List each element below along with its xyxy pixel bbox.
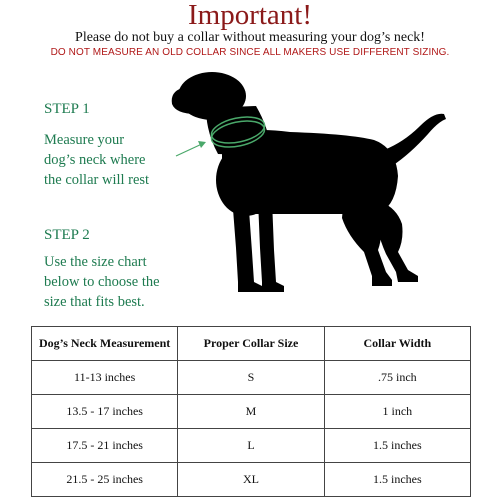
column-header: Dog’s Neck Measurement [32, 327, 178, 361]
table-header-row [32, 327, 471, 361]
warning-text: DO NOT MEASURE AN OLD COLLAR SINCE ALL MAKERS USE DIFFERENT SIZING. [50, 47, 450, 58]
step-1-title: STEP 1 [44, 101, 90, 117]
column-header: Collar Width [324, 327, 470, 361]
table-cell: 17.5 - 21 inches [32, 429, 178, 463]
step-1-line: dog’s neck where [44, 152, 146, 168]
table-row [32, 463, 471, 497]
table-row [32, 395, 471, 429]
step-2-title: STEP 2 [44, 227, 90, 243]
subtitle: Please do not buy a collar without measuring your dog’s neck! [75, 30, 425, 45]
table-cell: M [178, 395, 324, 429]
table-cell: 13.5 - 17 inches [32, 395, 178, 429]
table-row [32, 429, 471, 463]
table-cell: 1.5 inches [324, 463, 470, 497]
table-cell: .75 inch [324, 361, 470, 395]
table-cell: S [178, 361, 324, 395]
step-2-line: Use the size chart [44, 254, 147, 270]
dog-silhouette-icon [160, 68, 460, 308]
table-cell: L [178, 429, 324, 463]
column-header: Proper Collar Size [178, 327, 324, 361]
page-title: Important! [187, 0, 312, 31]
step-2-line: below to choose the [44, 274, 160, 290]
pointer-arrow-icon [176, 141, 206, 156]
table-cell: XL [178, 463, 324, 497]
step-1-line: Measure your [44, 132, 125, 148]
step-1-line: the collar will rest [44, 172, 150, 188]
step-2-line: size that fits best. [44, 294, 145, 310]
table-cell: 11-13 inches [32, 361, 178, 395]
size-chart-table [31, 326, 471, 497]
table-cell: 1 inch [324, 395, 470, 429]
table-cell: 21.5 - 25 inches [32, 463, 178, 497]
table-cell: 1.5 inches [324, 429, 470, 463]
table-row [32, 361, 471, 395]
